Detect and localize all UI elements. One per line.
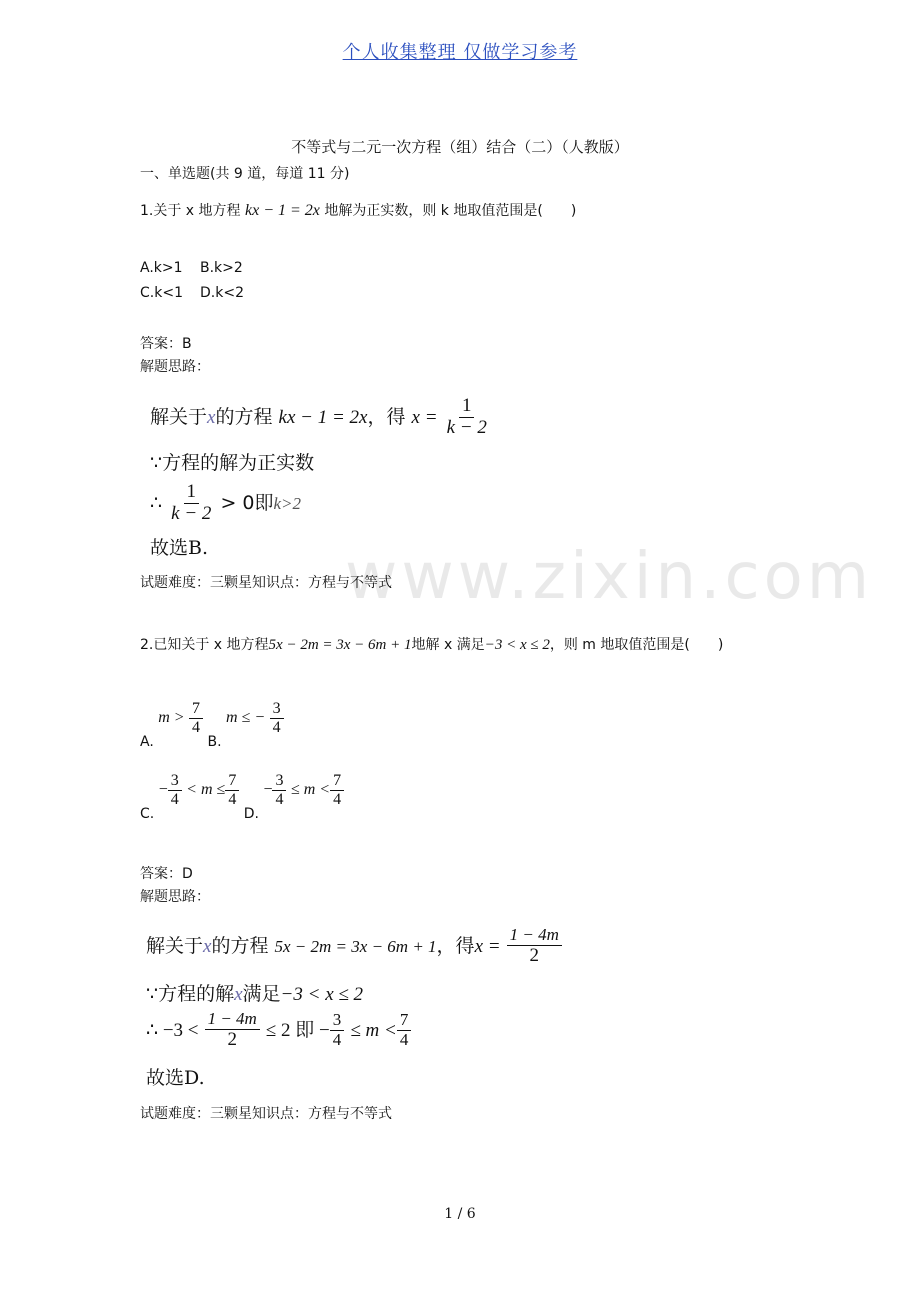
q1-s4-choice: B.: [188, 537, 209, 559]
q2-option-b: m ≤ −: [226, 709, 266, 727]
q1-solution-line-4: [150, 533, 208, 560]
q1-s1-var: x: [207, 406, 216, 428]
q2-option-d-den1: 4: [275, 790, 284, 808]
q1-s3-numerator: 1: [184, 482, 200, 504]
q2-solution-line-4: [146, 1063, 205, 1090]
q2-answer: 答案：D: [140, 866, 193, 882]
q2-s1-var: x: [203, 935, 212, 957]
page-number: 1 / 6: [444, 1206, 476, 1222]
q1-solution-line-3: [150, 482, 301, 525]
q2-s4-choice: D.: [184, 1067, 205, 1089]
q1-option-c: C.k<1: [140, 285, 183, 301]
q2-option-d-num1: 3: [272, 772, 286, 791]
q2-solution-line-2: [146, 979, 363, 1006]
q2-s1-text3: ，得: [436, 934, 475, 957]
q1-s3-therefore: ∴: [150, 491, 163, 514]
q2-s3-denominator: 2: [227, 1028, 237, 1050]
watermark: www.zixin.com: [345, 540, 874, 614]
q1-answer: 答案：B: [140, 336, 192, 352]
question-1: [140, 200, 576, 220]
q2-s2-text2: 满足: [242, 983, 281, 1005]
q1-s3-denominator: k − 2: [171, 502, 212, 524]
q2-s3-numerator: 1 − 4m: [205, 1010, 260, 1030]
q2-equation: 5x − 2m = 3x − 6m + 1: [268, 637, 412, 653]
q1-solution-line-2: ∵方程的解为正实数: [150, 452, 315, 474]
q1-s1-numerator: 1: [459, 396, 475, 418]
q1-s3-fraction: [168, 482, 214, 525]
q2-option-c-minus: −: [158, 781, 168, 799]
q1-s1-fraction: [444, 396, 490, 439]
q2-s3-fraction-1: [205, 1010, 260, 1051]
q2-s2-var: x: [234, 984, 243, 1005]
document-title: 不等式与二元一次方程（组）结合（二）（人教版）: [291, 138, 629, 156]
q2-option-d-num2: 7: [330, 772, 344, 791]
q2-option-b-num: 3: [270, 700, 284, 719]
q1-option-d: D.k<2: [200, 285, 244, 301]
q1-s1-text2: 的方程: [215, 405, 273, 428]
q2-s3-den3: 4: [399, 1029, 409, 1049]
q1-option-b: B.k>2: [200, 260, 243, 276]
q1-s1-text: 解关于: [150, 405, 208, 428]
q2-s3-den2: 4: [332, 1029, 342, 1049]
q2-s2-inequality: −3 < x ≤ 2: [280, 984, 364, 1005]
q2-s1-denominator: 2: [529, 944, 539, 966]
q2-s3-num2: 3: [330, 1011, 345, 1031]
q2-stem-post: ，则 m 地取值范围是( ): [549, 637, 724, 653]
q1-s3-text: > 0即: [220, 491, 274, 514]
q2-option-a: m >: [158, 709, 185, 727]
q2-option-c-label: C.: [140, 806, 155, 823]
q2-options-row-2: [140, 772, 344, 822]
q2-solution-label: 解题思路：: [140, 889, 210, 905]
q2-option-c-num2: 7: [225, 772, 239, 791]
q2-option-c-den2: 4: [228, 790, 237, 808]
q2-option-d-ineq: ≤ m <: [290, 781, 331, 799]
q2-option-b-label: B.: [207, 734, 222, 751]
q2-s4-text: 故选: [146, 1067, 185, 1089]
q2-s1-text: 解关于: [146, 934, 204, 957]
q1-s1-denominator: k − 2: [446, 416, 487, 438]
q2-s3-num3: 7: [397, 1011, 412, 1031]
q1-solution-line-1: [150, 396, 490, 439]
q2-option-d-fraction-1: [272, 772, 286, 808]
q2-option-c-den1: 4: [170, 790, 179, 808]
q2-s3-fraction-3: [397, 1011, 412, 1049]
q2-option-c-fraction-2: [225, 772, 239, 808]
q1-s4-text: 故选: [150, 537, 189, 559]
q2-option-d-minus: −: [263, 781, 273, 799]
q1-meta: 试题难度：三颗星知识点：方程与不等式: [140, 575, 392, 591]
q2-option-c-ineq: < m ≤: [186, 781, 226, 799]
page-header: 个人收集整理 仅做学习参考: [342, 42, 578, 63]
q1-equation: kx − 1 = 2x: [245, 202, 320, 219]
q2-option-a-num: 7: [189, 700, 203, 719]
q2-s3-therefore: ∴ −3 <: [146, 1019, 199, 1041]
q2-option-c-num1: 3: [168, 772, 182, 791]
q2-option-b-fraction: [270, 700, 284, 736]
q2-option-c-fraction-1: [168, 772, 182, 808]
q2-option-a-label: A.: [140, 734, 154, 751]
q2-s3-text: ≤ 2 即 −: [265, 1019, 330, 1041]
q2-option-a-den: 4: [192, 718, 201, 736]
q2-option-b-den: 4: [272, 718, 281, 736]
q1-s1-equation: kx − 1 = 2x: [278, 406, 368, 428]
q1-s1-text3: ，得: [367, 405, 406, 428]
q2-solution-line-3: [146, 1010, 411, 1051]
q2-meta: 试题难度：三颗星知识点：方程与不等式: [140, 1106, 392, 1122]
q2-s2-text: ∵方程的解: [146, 983, 235, 1005]
q1-s1-lhs: x =: [411, 406, 438, 428]
q2-option-d-label: D.: [243, 806, 259, 823]
q2-stem-pre: 2.已知关于 x 地方程: [140, 637, 269, 653]
q2-s1-numerator: 1 − 4m: [507, 926, 562, 946]
q2-s1-equation: 5x − 2m = 3x − 6m + 1: [274, 936, 437, 956]
question-2: [140, 634, 723, 654]
section-heading: 一、单选题(共 9 道，每道 11 分): [140, 166, 350, 182]
q1-solution-label: 解题思路：: [140, 359, 210, 375]
q1-option-a: A.k>1: [140, 260, 183, 276]
q2-option-a-fraction: [189, 700, 203, 736]
q2-s3-ineq: ≤ m <: [350, 1019, 397, 1041]
q2-s1-lhs: x =: [474, 935, 501, 957]
q2-inequality: −3 < x ≤ 2: [484, 637, 550, 653]
q1-stem-pre: 1.关于 x 地方程: [140, 203, 241, 219]
q2-option-d-fraction-2: [330, 772, 344, 808]
q2-s3-fraction-2: [330, 1011, 345, 1049]
q2-s1-fraction: [507, 926, 562, 967]
q2-s1-text2: 的方程: [211, 934, 269, 957]
q1-s3-result: k>2: [273, 493, 302, 513]
q2-option-d-den2: 4: [333, 790, 342, 808]
q2-solution-line-1: [146, 926, 562, 967]
q2-stem-mid: 地解 x 满足: [411, 637, 485, 653]
q2-options-row-1: [140, 700, 284, 750]
q1-stem-post: 地解为正实数，则 k 地取值范围是( ): [324, 203, 577, 219]
